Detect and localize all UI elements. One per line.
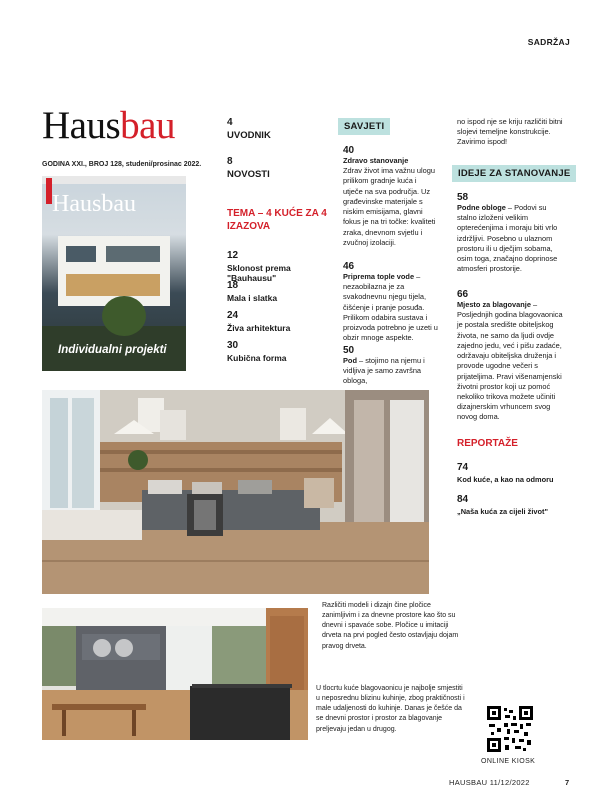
toc-page-number: 12 (227, 250, 239, 261)
toc-item[interactable]: 58 Podne obloge – Podovi su stalno izloženi velikim opterećenjima i moraju biti vrlo izdržljivi. Posebno u ulaznom prostoru ili u dječjim sobama, osim toga, značajno doprinose atmosferi prostorije. (457, 192, 567, 275)
logo-accent: bau (120, 104, 175, 147)
toc-item[interactable]: 66 Mjesto za blagovanje – Posljednjih godina blagovaonica je postala središte obiteljskog života, ne samo da ljudi ovdje zajedno jedu, već i pišu zadaće, održavaju obiteljska druženja i provode ugodne večeri s prijateljima. Pravi višenamjenski životni prostor koji uz pomoć nekoliko trikova možete učiniti dizajnerskim vrhuncem svog novog doma. (457, 289, 567, 423)
toc-description: Zdrav život ima važnu ulogu prilikom gradnje kuća i utječe na sva područja. Uz građevinske materijale s niskim emisijama, glavni fokus je na tri točke: kvaliteti zraka, dnevnom svjetlu i zvučnoj izolaciji. (343, 166, 436, 247)
cover-logo: Hausbau (52, 191, 136, 217)
toc-title: „Naša kuća za cijeli život" (457, 507, 549, 516)
cover-tree (102, 296, 146, 336)
kitchen-illustration (42, 608, 308, 740)
toc-item[interactable] (457, 494, 567, 516)
ideje-banner: IDEJE ZA STANOVANJE (452, 165, 576, 182)
toc-item[interactable]: 46 Priprema tople vode – nezaobilazna je za svakodnevnu njegu tijela, čišćenje i pranje posuđa. Prilikom odabira sustava i proizvoda potrebno je uzeti u obzir mnoge aspekte. (343, 261, 438, 343)
toc-title: Mala i slatka (227, 293, 278, 303)
toc-title: UVODNIK (227, 130, 271, 141)
toc-item[interactable] (227, 117, 327, 141)
reportaze-banner: REPORTAŽE (457, 438, 518, 449)
toc-title: Mjesto za blagovanje (457, 300, 531, 309)
toc-page-number: 46 (343, 261, 355, 272)
photo1-caption: Različiti modeli i dizajn čine pločice zanimljivim i za dnevne prostore kao što su dnevni i spavaće sobe. Pločice u imitaciji drveta na prvi pogled često ostavljaju dojam pravog drveta. (322, 602, 459, 650)
qr-code-icon[interactable] (487, 706, 533, 752)
toc-title: NOVOSTI (227, 169, 270, 180)
toc-title: Priprema tople vode (343, 272, 415, 281)
toc-item[interactable] (343, 145, 438, 248)
toc-description: stojimo na njemu i vidljiva je samo završna obloga, (343, 356, 425, 386)
toc-page-number: 58 (457, 192, 469, 203)
toc-item[interactable] (457, 462, 567, 484)
toc-page-number: 30 (227, 340, 239, 351)
toc-title: Podne obloge (457, 203, 506, 212)
toc-item[interactable] (227, 310, 332, 333)
toc-page-number: 84 (457, 494, 469, 505)
toc-description: Posljednjih godina blagovaonica je postala središte obiteljskog života, ne samo da ljudi ovdje zajedno jedu, već i pišu zadaće, održavaju obiteljska druženja i provode ugodne večeri s prijateljima. Pravi višenamjenski životni prostor koji uz pomoć nekoliko trikova možete učiniti dizajnerskim vrhuncem svog novog doma. (457, 310, 563, 422)
toc-page-number: 74 (457, 462, 469, 473)
toc-title: Sklonost prema "Bauhausu" (227, 263, 291, 283)
photo2-caption: U tlocrtu kuće blagovaonicu je najbolje smjestiti u neposrednu blizinu kuhinje, zbog praktičnosti i male udaljenosti do kuhinje. Danas je češće da se dnevni prostor i prostor za blagovanje preljevaju jedan u drugog. (316, 685, 465, 733)
continued-text: no ispod nje se kriju različiti bitni slojevi temeljne konstrukcije. Zavirimo ispod! (457, 117, 563, 147)
toc-page-number: 50 (343, 345, 355, 356)
toc-description: Podovi su stalno izloženi velikim opterećenjima i moraju biti vrlo izdržljivi. Posebno u ulaznom prostoru ili u dječjim sobama, osim toga, značajno doprinose atmosferi prostorije. (457, 203, 558, 274)
toc-title: Zdravo stanovanje (343, 156, 409, 165)
toc-item[interactable] (227, 250, 332, 283)
page-number: 7 (565, 778, 570, 787)
cover-image[interactable] (42, 176, 186, 371)
toc-item[interactable] (227, 280, 332, 303)
qr-code-graphic (487, 706, 533, 752)
toc-page-number: 4 (227, 117, 233, 128)
bedroom-photo (42, 390, 429, 594)
kitchen-photo (42, 608, 308, 740)
toc-title: Pod (343, 356, 357, 365)
footer-issue (449, 778, 530, 787)
toc-item[interactable]: 50 Pod – stojimo na njemu i vidljiva je samo završna obloga, (343, 345, 438, 387)
bedroom-illustration (42, 390, 429, 594)
toc-item[interactable] (227, 156, 327, 180)
toc-page-number: 18 (227, 280, 239, 291)
magazine-logo (42, 106, 175, 145)
toc-page-number: 66 (457, 289, 469, 300)
qr-label: ONLINE KIOSK (481, 758, 536, 765)
toc-title: Kubična forma (227, 353, 287, 363)
issue-line: GODINA XXI., BROJ 128, studeni/prosinac 2022. (42, 161, 202, 168)
toc-page-number: 8 (227, 156, 233, 167)
footer-magazine: HAUSBAU (449, 778, 488, 787)
savjeti-banner: SAVJETI (338, 118, 390, 135)
cover-headline: Individualni projekti (58, 344, 167, 356)
toc-title: Kod kuće, a kao na odmoru (457, 475, 554, 484)
toc-description: nezaobilazna je za svakodnevnu njegu tijela, čišćenje i pranje posuđa. Prilikom odabira sustava i proizvoda potrebno je uzeti u obzir mnoge aspekte. (343, 282, 438, 343)
footer-issue-date: 11/12/2022 (489, 778, 530, 787)
toc-page-number: 24 (227, 310, 239, 321)
tema-banner: TEMA – 4 KUĆE ZA 4 IZAZOVA (227, 208, 327, 232)
toc-item[interactable] (227, 340, 332, 363)
cover-house (58, 236, 170, 306)
section-label: SADRŽAJ (527, 37, 570, 47)
toc-title: Živa arhitektura (227, 323, 291, 333)
cover-topbar (42, 176, 186, 184)
logo-main: Haus (42, 104, 121, 147)
toc-page-number: 40 (343, 145, 355, 156)
